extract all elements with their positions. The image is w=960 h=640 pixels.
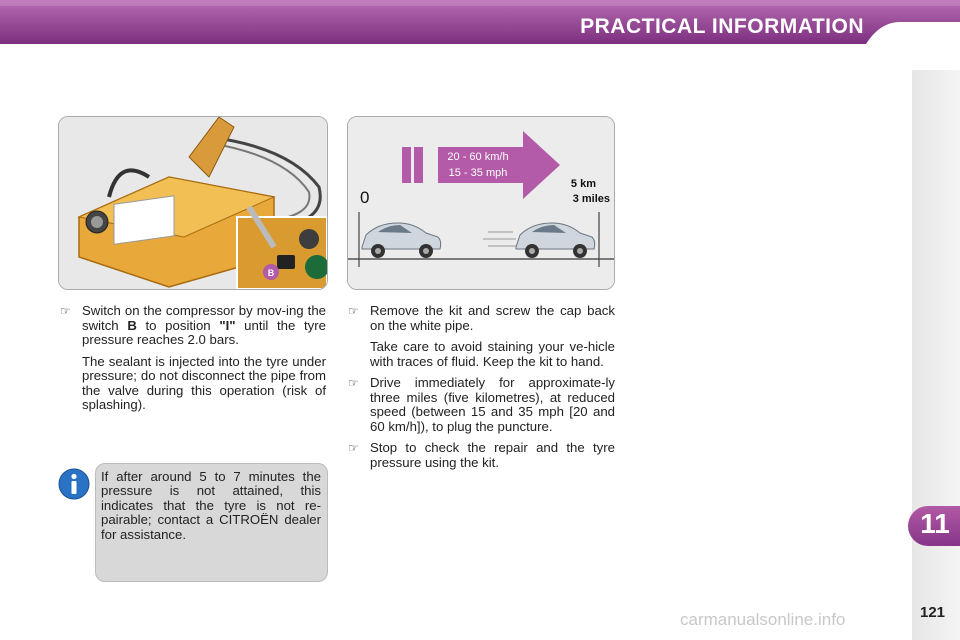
pointing-hand-icon: ☞: [348, 376, 359, 390]
right-instructions: [348, 303, 615, 477]
side-strip: [912, 70, 960, 640]
distance-km-label: 5 km: [570, 178, 596, 190]
start-label: 0: [360, 188, 370, 207]
section-title: PRACTICAL INFORMATION: [580, 15, 864, 38]
instruction-text-part: to position: [136, 317, 220, 333]
left-instructions: [60, 303, 326, 420]
instruction-text-part: until the tyre pressure reaches 2.0 bars.: [82, 317, 326, 347]
compressor-kit-image: [58, 116, 328, 290]
speed-mph-label: 15 - 35 mph: [448, 167, 508, 179]
drive-diagram: [348, 117, 614, 289]
instruction-text: Stop to check the repair and the tyre pressure using the kit.: [370, 440, 615, 470]
instruction-note: Take care to avoid staining your ve-hicle with traces of fluid. Keep the kit to hand.: [370, 339, 615, 369]
drive-diagram-image: [347, 116, 615, 290]
instruction-text: Remove the kit and screw the cap back on the white pipe.: [370, 303, 615, 333]
watermark: carmanualsonline.info: [680, 610, 846, 629]
speed-kmh-label: 20 - 60 km/h: [447, 151, 509, 163]
chapter-number: 11: [920, 508, 950, 539]
instruction-item: [60, 303, 326, 413]
pointing-hand-icon: ☞: [60, 304, 71, 318]
position-label: "I": [219, 317, 236, 333]
compressor-illustration: [59, 117, 327, 289]
instruction-text: Drive immediately for approximate-ly three miles (five kilometres), at reduced speed (between 15 and 35 mph [20 and 60 km/h]), to plug the puncture.: [370, 375, 615, 434]
distance-miles-label: 3 miles: [572, 193, 610, 205]
instruction-item: [348, 440, 615, 470]
info-text: If after around 5 to 7 minutes the pressure is not attained, this indicates that the tyre is not re-pairable; contact a CITROËN dealer for assistance.: [101, 469, 321, 542]
switch-label: B: [127, 317, 137, 333]
pointing-hand-icon: ☞: [348, 441, 359, 455]
info-icon: [58, 468, 90, 500]
page-number: 121: [920, 604, 946, 621]
page-header: [0, 0, 960, 44]
instruction-text: [82, 304, 326, 348]
instruction-text-part: Switch on the compressor by mov-ing the switch: [82, 303, 326, 333]
instruction-item: [348, 375, 615, 434]
switch-b-label: B: [267, 268, 275, 278]
instruction-note: The sealant is injected into the tyre under pressure; do not disconnect the pipe from the valve during this operation (risk of splashing).: [82, 353, 326, 412]
pointing-hand-icon: ☞: [348, 304, 359, 318]
instruction-item: [348, 303, 615, 369]
